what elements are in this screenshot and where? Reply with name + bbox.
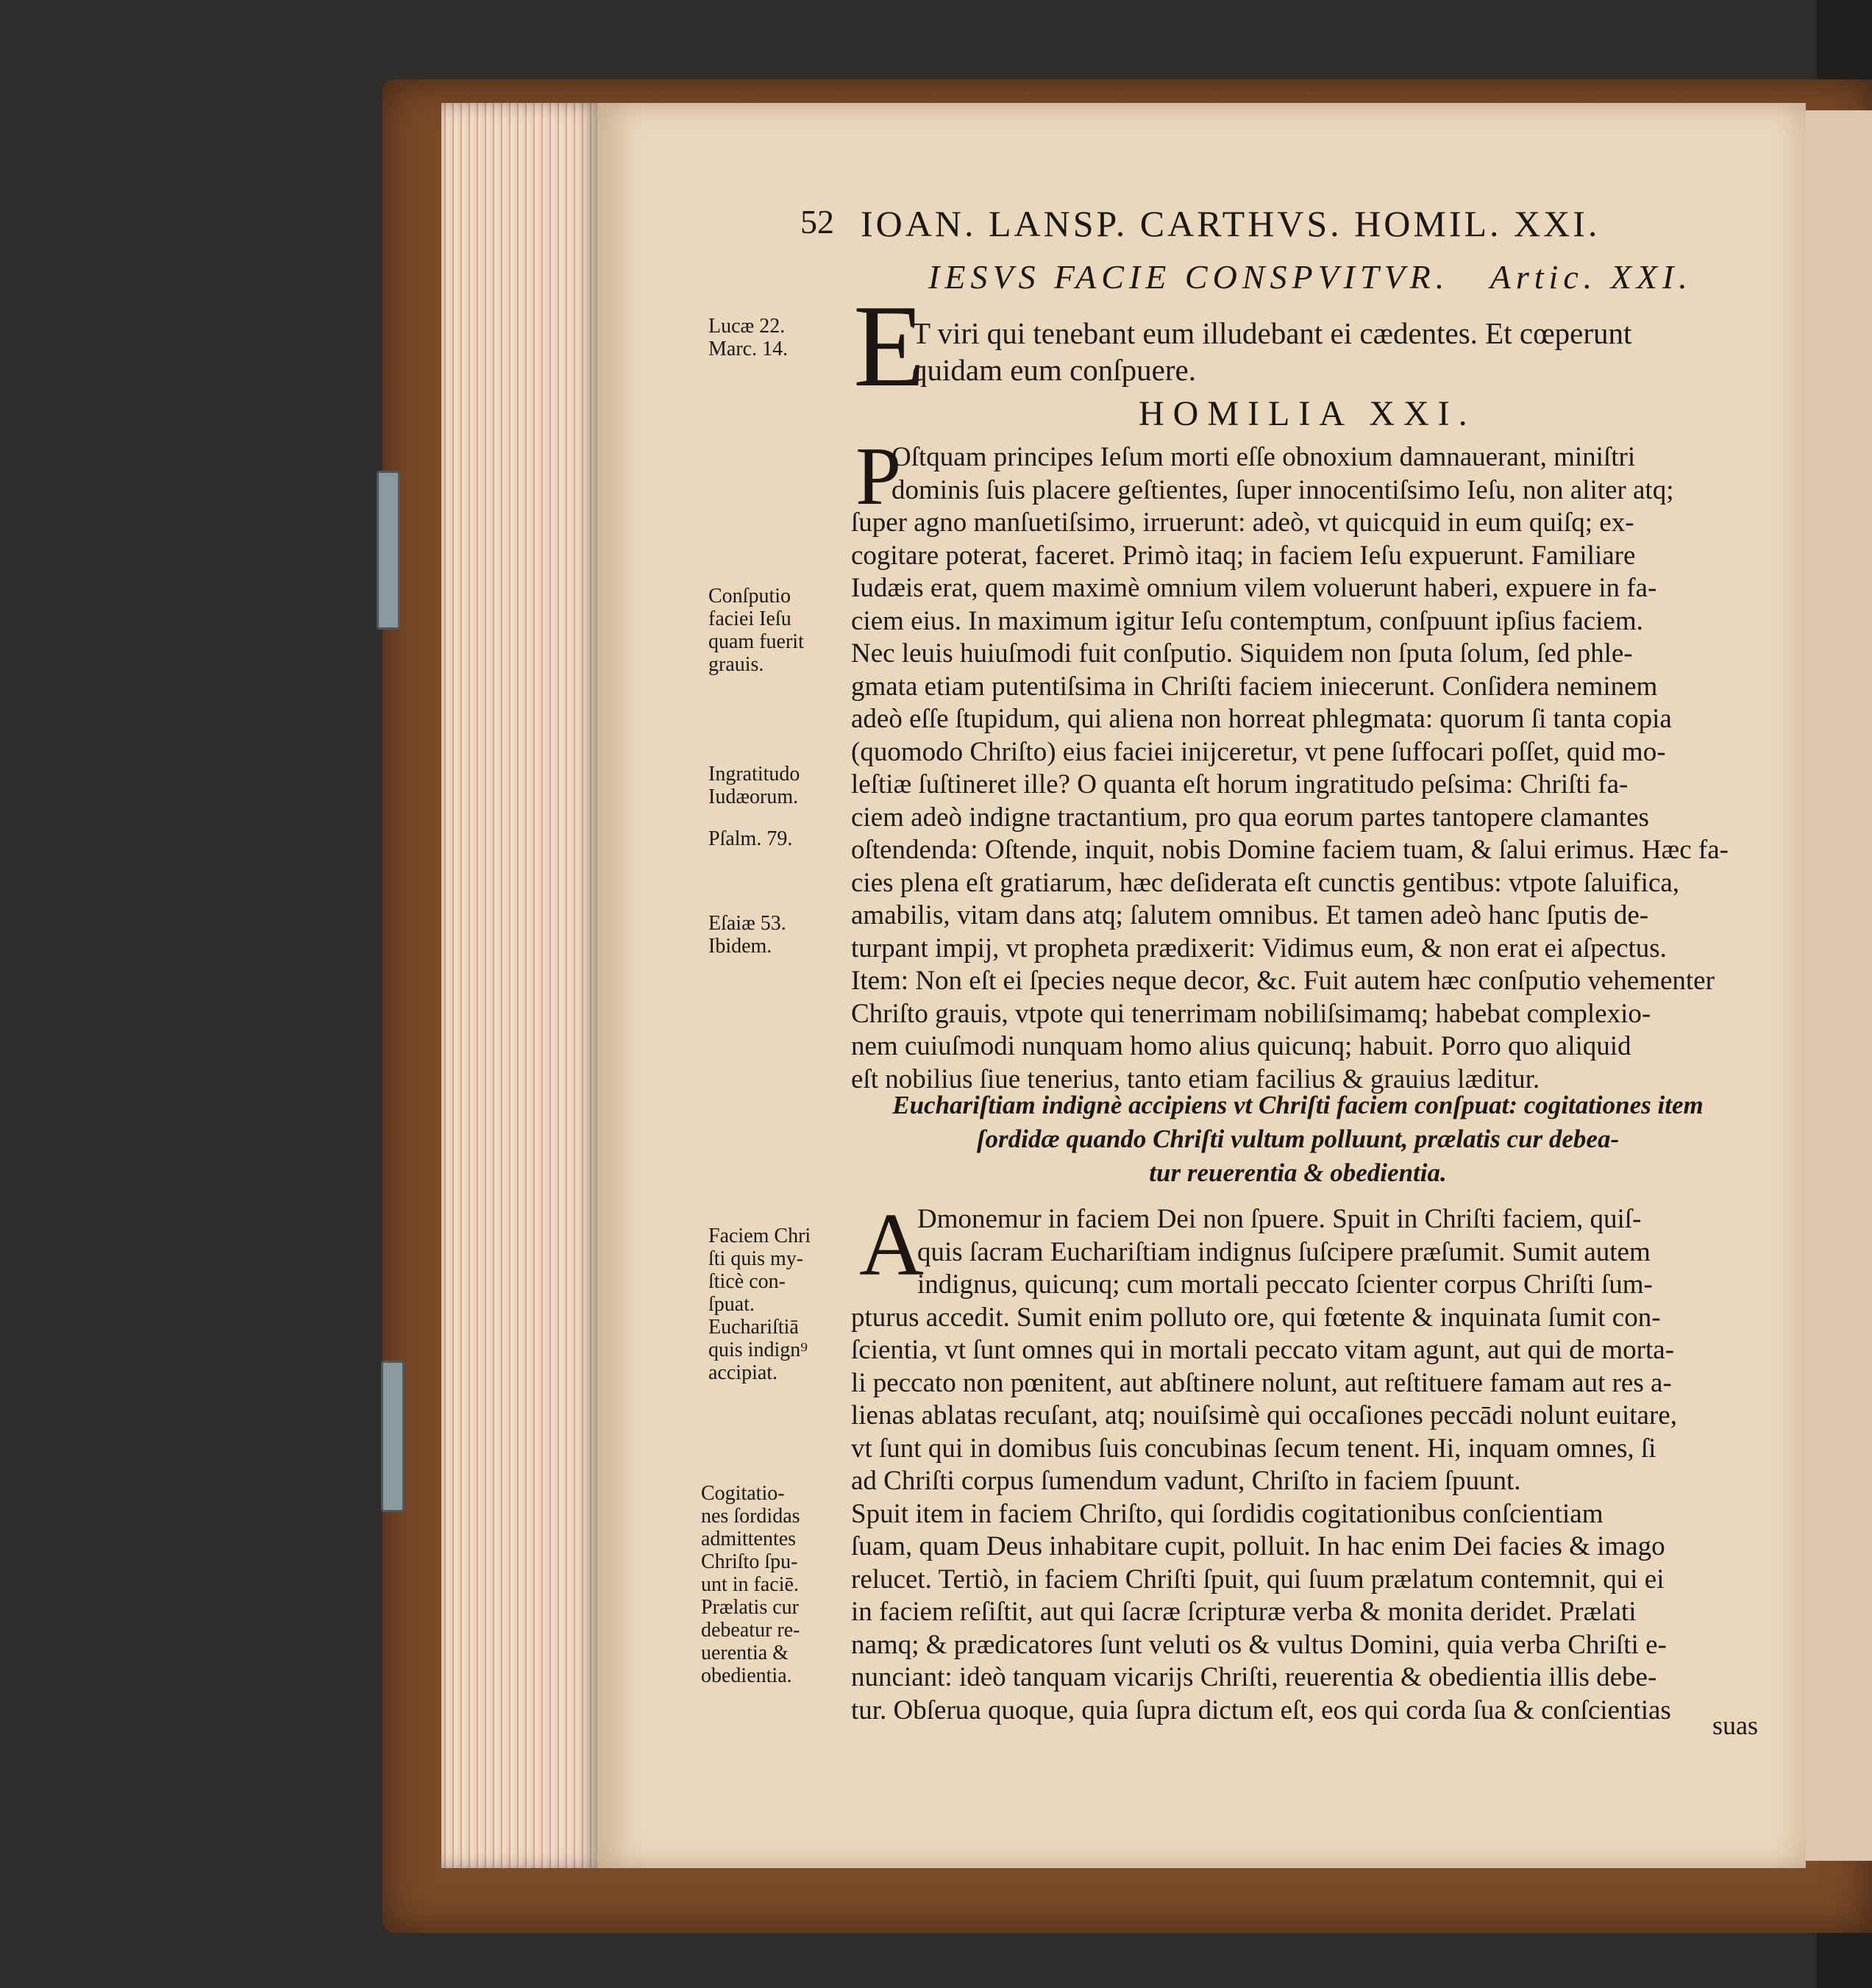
section-line: pturus accedit. Sumit enim polluto ore, qui fœtente & inquinata ſumit con- [851, 1302, 1661, 1333]
homily-line: adeò eſſe ſtupidum, qui aliena non horreat phlegmata: quorum ſi tanta copia [851, 704, 1672, 734]
section-line: relucet. Tertiò, in faciem Chriſti ſpuit, qui ſuum prælatum contemnit, qui ei [851, 1564, 1665, 1595]
margin-note-line: Euchariſtiā [708, 1316, 799, 1339]
section-line: lienas ablatas recuſant, atq; nouiſsimè qui occaſiones peccādi nolunt euitare, [851, 1400, 1677, 1431]
clasp-top [377, 471, 400, 630]
article-title: IESVS FACIE CONSPVITVR. Artic. XXI. [928, 258, 1693, 296]
margin-note-esaiae [708, 912, 786, 958]
homily-line: leſtiæ ſuſtineret ille? O quanta eſt horum ingratitudo peſsima: Chriſti fa- [851, 769, 1629, 799]
lead-line-1: T viri qui tenebant eum illudebant ei cædentes. Et cœperunt [912, 316, 1632, 350]
margin-note-line: Cogitatio- [701, 1482, 785, 1505]
section-heading-line: Euchariſtiam indignè accipiens vt Chriſti faciem conſpuat: cogitationes item [892, 1091, 1704, 1119]
page-number: 52 [800, 203, 834, 241]
homily-line: amabilis, vitam dans atq; ſalutem omnibus. Et tamen adeò hanc ſputis de- [851, 900, 1649, 930]
homily-line: eſt nobilius ſiue tenerius, tanto etiam facilius & grauius læditur. [851, 1064, 1540, 1094]
margin-note-line: Lucæ 22. [708, 315, 786, 338]
margin-note-line: quis indign⁹ [708, 1339, 808, 1361]
homily-initial: P [855, 431, 902, 522]
margin-note-line: Ingratitudo [708, 763, 800, 785]
section-heading-line: tur reuerentia & obedientia. [1149, 1158, 1447, 1187]
margin-note-line: ſticè con- [708, 1270, 786, 1293]
section-line: ſuam, quam Deus inhabitare cupit, polluit. In hac enim Dei facies & imago [851, 1531, 1665, 1561]
facing-page-edge [1806, 110, 1872, 1861]
homily-text [851, 431, 1729, 1096]
margin-note-line: admittentes [701, 1528, 797, 1550]
section-text [851, 1195, 1677, 1727]
margin-note-line: ſpuat. [708, 1293, 755, 1316]
section-initial: A [859, 1195, 925, 1294]
margin-note-psalm [708, 827, 792, 850]
lead-line-2: quidam eum conſpuere. [912, 353, 1196, 387]
margin-note-line: Marc. 14. [708, 338, 789, 360]
homily-line: Oſtquam principes Ieſum morti eſſe obnoxium damnauerant, miniſtri [891, 442, 1636, 472]
section-line: quis ſacram Euchariſtiam indignus ſuſcipere præſumit. Sumit autem [917, 1236, 1651, 1267]
section-line: tur. Obſerua quoque, quia ſupra dictum eſt, eos qui corda ſua & conſcientias [851, 1695, 1671, 1725]
margin-note-line: Faciem Chri [708, 1225, 811, 1247]
section-line: vt ſunt qui in domibus ſuis concubinas ſecum tenent. Hi, inquam omnes, ſi [851, 1433, 1656, 1464]
margin-note-faciem [708, 1225, 811, 1384]
section-line: li peccato non pœnitent, aut abſtinere nolunt, aut reſtituere famam aut res a- [851, 1367, 1672, 1398]
margin-note-line: accipiat. [708, 1361, 778, 1384]
homily-line: nem cuiuſmodi nunquam homo alius quicunq; habuit. Porro quo aliquid [851, 1031, 1631, 1061]
homily-line: ciem eius. In maximum igitur Ieſu contemptum, conſpuunt ipſius faciem. [851, 605, 1643, 636]
margin-note-line: grauis. [708, 653, 764, 676]
homily-line: (quomodo Chriſto) eius faciei inijceretur, vt pene ſuffocari poſſet, quid mo- [851, 736, 1666, 767]
homily-line: cies plena eſt gratiarum, hæc deſiderata eſt cunctis gentibus: vtpote ſaluifica, [851, 867, 1680, 898]
margin-note-consputio [708, 585, 804, 676]
margin-note-line: Ibidem. [708, 935, 772, 958]
margin-note-lucae [708, 315, 788, 360]
homily-line: gmata etiam putentiſsima in Chriſti faciem iniecerunt. Conſidera neminem [851, 671, 1658, 702]
section-line: Dmonemur in faciem Dei non ſpuere. Spuit in Chriſti faciem, quiſ- [917, 1204, 1642, 1234]
margin-note-line: ſti quis my- [708, 1247, 804, 1270]
margin-note-line: Iudæorum. [708, 785, 799, 808]
homily-line: Item: Non eſt ei ſpecies neque decor, &c. Fuit autem hæc conſputio vehementer [851, 966, 1715, 996]
margin-note-ingratitudo [708, 763, 800, 808]
margin-note-cogitationes [701, 1482, 800, 1687]
homilia-title: HOMILIA XXI. [1139, 394, 1476, 433]
section-line: nunciant: ideò tanquam vicarijs Chriſti, reuerentia & obedientia illis debe- [851, 1662, 1657, 1692]
section-line: in faciem reſiſtit, aut qui ſacræ ſcripturæ verba & monita deridet. Prælati [851, 1597, 1637, 1627]
homily-line: Nec leuis huiuſmodi fuit conſputio. Siquidem non ſputa ſolum, ſed phle- [851, 638, 1633, 669]
section-heading-line: ſordidæ quando Chriſti vultum polluunt, prælatis cur debea- [976, 1125, 1620, 1153]
margin-note-line: unt in faciē. [701, 1573, 799, 1596]
homily-line: ſuper agno manſuetiſsimo, irruerunt: adeò, vt quicquid in eum quiſq; ex- [851, 507, 1634, 538]
margin-note-line: nes ſordidas [701, 1505, 800, 1528]
catchword: suas [1712, 1711, 1758, 1740]
margin-note-line: Chriſto ſpu- [701, 1550, 798, 1573]
margin-note-line: Prælatis cur [701, 1596, 799, 1619]
margin-note-line: quam fuerit [708, 630, 804, 653]
section-line: namq; & prædicatores ſunt veluti os & vultus Domini, quia verba Chriſti e- [851, 1629, 1667, 1660]
margin-note-line: Eſaiæ 53. [708, 912, 786, 935]
margin-note-line: obedientia. [701, 1664, 792, 1687]
margin-note-line: debeatur re- [701, 1619, 800, 1642]
section-heading [851, 1089, 1745, 1190]
homily-line: ciem adeò indigne tractantium, pro qua eorum partes tantopere clamantes [851, 802, 1649, 833]
homily-line: Iudæis erat, quem maximè omnium vilem voluerunt haberi, expuere in fa- [851, 573, 1657, 603]
homily-line: dominis ſuis placere geſtientes, ſuper innocentiſsimo Ieſu, non aliter atq; [891, 474, 1674, 505]
clasp-bottom [381, 1361, 405, 1512]
section-line: ſcientia, vt ſunt omnes qui in mortali peccato vitam agunt, aut qui de morta- [851, 1335, 1674, 1365]
margin-note-line: faciei Ieſu [708, 608, 791, 630]
homily-line: cogitare poterat, faceret. Primò itaq; in faciem Ieſu expuerunt. Familiare [851, 540, 1636, 571]
margin-note-line: uerentia & [701, 1642, 789, 1664]
lead-initial: E [853, 280, 925, 411]
homily-line: oſtendenda: Oſtende, inquit, nobis Domine faciem tuam, & ſalui erimus. Hæc fa- [851, 835, 1729, 865]
section-line: indignus, quicunq; cum mortali peccato ſcienter corpus Chriſti ſum- [917, 1269, 1653, 1300]
running-header: IOAN. LANSP. CARTHVS. HOMIL. XXI. [861, 203, 1601, 244]
margin-note-line: Pſalm. 79. [708, 827, 793, 850]
page-edges [441, 103, 599, 1868]
section-line: Spuit item in faciem Chriſto, qui ſordidis cogitationibus conſcientiam [851, 1498, 1604, 1529]
margin-note-line: Conſputio [708, 585, 791, 608]
homily-line: Chriſto grauis, vtpote qui tenerrimam nobiliſsimamq; habebat complexio- [851, 998, 1651, 1029]
section-line: ad Chriſti corpus ſumendum vadunt, Chriſto in faciem ſpuunt. [851, 1466, 1521, 1496]
homily-line: turpant impij, vt propheta prædixerit: Vidimus eum, & non erat ei aſpectus. [851, 933, 1667, 963]
